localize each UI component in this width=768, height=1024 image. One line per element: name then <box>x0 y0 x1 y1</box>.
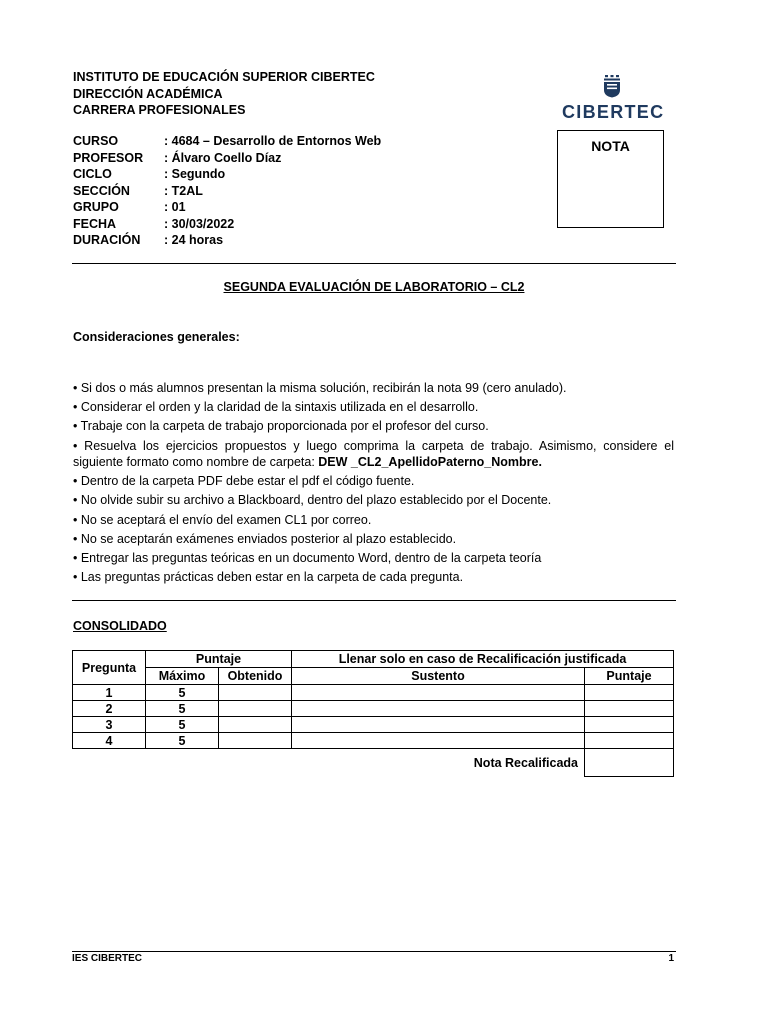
cell-maximo: 5 <box>146 717 219 733</box>
info-row-seccion <box>73 183 381 200</box>
academic-direction: DIRECCIÓN ACADÉMICA <box>73 86 223 101</box>
footer-divider <box>72 951 676 952</box>
course-info <box>73 133 381 249</box>
cell-obtenido <box>219 717 292 733</box>
career-line: CARRERA PROFESIONALES <box>73 103 246 117</box>
evaluation-title: SEGUNDA EVALUACIÓN DE LABORATORIO – CL2 <box>223 280 525 294</box>
cell-obtenido <box>219 701 292 717</box>
cell-puntaje <box>585 733 674 749</box>
considerations-list <box>73 380 674 588</box>
list-item: • No se aceptarán exámenes enviados posterior al plazo establecido. <box>73 531 457 546</box>
table-row <box>73 733 674 749</box>
info-value: : 4684 – Desarrollo de Entornos Web <box>164 134 382 148</box>
list-item: • Dentro de la carpeta PDF debe estar el pdf el código fuente. <box>73 474 415 489</box>
info-key: FECHA <box>73 216 117 231</box>
info-row-profesor <box>73 150 381 167</box>
grades-table <box>72 650 674 777</box>
spacer-cell <box>146 749 219 777</box>
cell-pregunta: 3 <box>73 717 146 733</box>
info-value: : T2AL <box>164 183 203 198</box>
info-value: : Álvaro Coello Díaz <box>164 150 282 165</box>
consolidated-heading: CONSOLIDADO <box>73 619 167 633</box>
nota-recalificada-cell <box>585 749 674 777</box>
header-recalificacion: Llenar solo en caso de Recalificación justificada <box>292 651 674 668</box>
list-item: • No olvide subir su archivo a Blackboard, dentro del plazo establecido por el Docente. <box>73 493 552 508</box>
list-item: • Entregar las preguntas teóricas en un documento Word, dentro de la carpeta teoría <box>73 551 542 565</box>
cell-puntaje <box>585 701 674 717</box>
folder-format: DEW _CL2_ApellidoPaterno_Nombre. <box>318 455 542 470</box>
cell-sustento <box>292 717 585 733</box>
list-item-text: • Resuelva los ejercicios propuestos y luego comprima la carpeta de trabajo. Asimismo, considere el siguiente formato como nombre de carpeta: <box>73 438 674 470</box>
info-value: : 01 <box>164 200 186 214</box>
info-key: CURSO <box>73 134 119 148</box>
cell-sustento <box>292 685 585 701</box>
cell-sustento <box>292 701 585 717</box>
info-row-ciclo <box>73 166 381 183</box>
spacer-cell <box>73 749 146 777</box>
page-number: 1 <box>668 953 674 964</box>
table-row <box>73 701 674 717</box>
info-row-fecha <box>73 216 381 233</box>
list-item <box>73 438 674 471</box>
info-key: CICLO <box>73 167 112 181</box>
info-key: DURACIÓN <box>73 233 141 247</box>
spacer-cell <box>219 749 292 777</box>
grade-label: NOTA <box>591 138 630 154</box>
cell-obtenido <box>219 685 292 701</box>
list-item: • Si dos o más alumnos presentan la misma solución, recibirán la nota 99 (cero anulado). <box>73 381 567 395</box>
cibertec-logo <box>562 74 665 122</box>
logo-text: CIBERTEC <box>562 102 665 122</box>
info-value: : 24 horas <box>164 233 224 247</box>
divider <box>72 600 676 601</box>
header-puntaje-recal: Puntaje <box>585 668 674 685</box>
table-row <box>73 717 674 733</box>
info-value: : Segundo <box>164 167 226 181</box>
footer-institution: IES CIBERTEC <box>72 953 143 964</box>
institution-name: INSTITUTO DE EDUCACIÓN SUPERIOR CIBERTEC <box>73 70 375 84</box>
cell-pregunta: 1 <box>73 685 146 701</box>
info-value: : 30/03/2022 <box>164 216 235 231</box>
cell-maximo: 5 <box>146 701 219 717</box>
cell-maximo: 5 <box>146 685 219 701</box>
header-sustento: Sustento <box>292 668 585 685</box>
header-pregunta: Pregunta <box>73 651 146 685</box>
info-key: PROFESOR <box>73 150 144 165</box>
crest-icon <box>600 74 624 98</box>
info-key: GRUPO <box>73 200 119 214</box>
cell-pregunta: 4 <box>73 733 146 749</box>
institution-header <box>73 69 375 119</box>
list-item: • Trabaje con la carpeta de trabajo proporcionada por el profesor del curso. <box>73 419 489 434</box>
info-row-grupo <box>73 199 381 216</box>
info-row-curso <box>73 133 381 150</box>
cell-obtenido <box>219 733 292 749</box>
grade-box <box>557 130 664 228</box>
list-item: • Las preguntas prácticas deben estar en la carpeta de cada pregunta. <box>73 570 464 585</box>
table-row <box>73 685 674 701</box>
list-item: • No se aceptará el envío del examen CL1 por correo. <box>73 512 372 527</box>
header-maximo: Máximo <box>146 668 219 685</box>
divider <box>72 263 676 264</box>
header-puntaje: Puntaje <box>146 651 292 668</box>
header-obtenido: Obtenido <box>219 668 292 685</box>
cell-puntaje <box>585 717 674 733</box>
info-row-duracion <box>73 232 381 249</box>
cell-pregunta: 2 <box>73 701 146 717</box>
cell-sustento <box>292 733 585 749</box>
cell-puntaje <box>585 685 674 701</box>
list-item: • Considerar el orden y la claridad de la sintaxis utilizada en el desarrollo. <box>73 400 479 415</box>
cell-maximo: 5 <box>146 733 219 749</box>
considerations-heading: Consideraciones generales: <box>73 330 240 344</box>
nota-recalificada-label: Nota Recalificada <box>473 755 578 770</box>
info-key: SECCIÓN <box>73 183 130 198</box>
